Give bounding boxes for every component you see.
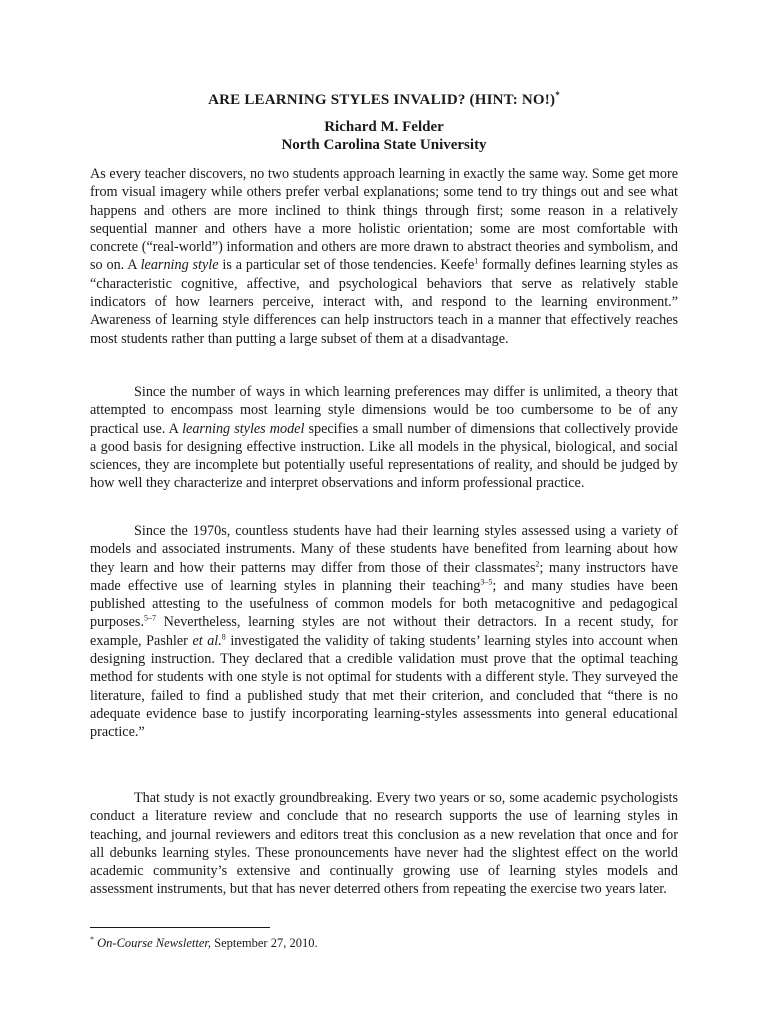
- p1-text-b: is a particular set of those tendencies. Keefe: [218, 257, 475, 274]
- footnote-mark: *: [90, 935, 94, 944]
- paragraph-3: [90, 522, 678, 742]
- p3-text-b: ; many instructors have made effective use of learning styles in planning their teaching: [90, 559, 678, 594]
- author-affiliation: North Carolina State University: [281, 137, 487, 153]
- paragraph-1: [90, 165, 678, 348]
- p2-text-a: Since the number of ways in which learning preferences may differ is unlimited, a theory that attempted to encompass most learning style dimensions would be too cumbersome to be of any practical use. A: [90, 384, 678, 437]
- title-footnote-mark: *: [555, 90, 560, 100]
- p3-text-d: Nevertheless, learning styles are not without their detractors. In a recent study, for example, Pashler: [90, 614, 678, 649]
- footnote-date: September 27, 2010.: [211, 936, 318, 951]
- p3-citation-8: 8: [221, 632, 226, 642]
- p1-text-c: formally defines learning styles as “characteristic cognitive, affective, and psychological behaviors that serve as relatively stable indicators of how learners perceive, interact with, and respond to the learning environment.” Awareness of learning style differences can help instructors teach in a manner that effectively reaches most students rather than putting a large subset of them at a disadvantage.: [90, 257, 679, 347]
- footnote: [90, 935, 318, 951]
- p1-citation-1: 1: [474, 256, 479, 266]
- page-title: [0, 90, 768, 109]
- footnote-source: On-Course Newsletter,: [97, 936, 212, 951]
- p3-text-a: Since the 1970s, countless students have had their learning styles assessed using a variety of models and associated instruments. Many of these students have benefited from learning about how they learn and how their patterns may differ from those of their classmates: [90, 523, 678, 576]
- p3-text-e: investigated the validity of taking students’ learning styles into account when designing instruction. They declared that a credible validation must prove that the optimal teaching method for students with one style is not optimal for students with a different style. They surveyed the literature, failed to find a published study that met their criterion, and concluded that “there is no adequate evidence base to justify incorporating learning-styles assessments into general educational practice.”: [90, 632, 679, 741]
- p2-term-learning-styles-model: learning styles model: [182, 420, 305, 437]
- p1-text-a: As every teacher discovers, no two students approach learning in exactly the same way. Some get more from visual imagery while others prefer verbal explanations; some tend to try things out and see what happens and others are more inclined to think things through first; some reason in a relatively sequential manner and others have a more holistic orientation; some are most comfortable with concrete (“real-world”) information and others are more drawn to abstract theories and symbolism, and so on. A: [90, 166, 678, 274]
- p3-citation-3-5: 3–5: [480, 577, 493, 587]
- p2-text-b: specifies a small number of dimensions that collectively provide a good basis for designing effective instruction. Like all models in the physical, biological, and social sciences, they are incomplete but potentially useful representations of reality, and should be judged by how well they characterize and interpret observations and inform professional practice.: [90, 420, 678, 492]
- p3-citation-2: 2: [535, 558, 540, 568]
- paragraph-2: [90, 383, 678, 493]
- author-name: Richard M. Felder: [324, 119, 444, 135]
- p1-term-learning-style: learning style: [140, 257, 219, 274]
- footnote-divider: [90, 927, 270, 928]
- p3-et-al: et al.: [192, 632, 222, 649]
- title-text: ARE LEARNING STYLES INVALID? (HINT: NO!): [208, 92, 556, 108]
- p3-citation-5-7: 5–7: [144, 613, 156, 623]
- p3-text-c: ; and many studies have been published attesting to the usefulness of common models for both metacognitive and pedagogical purposes.: [90, 577, 678, 631]
- paragraph-4: That study is not exactly groundbreaking. Every two years or so, some academic psychologists conduct a literature review and conclude that no research supports the use of learning styles in teaching, and journal reviewers and editors treat this conclusion as a new revelation that once and for all debunks learning styles. These pronouncements have never had the slightest effect on the world academic community’s extensive and continually growing use of learning styles models and assessment instruments, but that has never deterred others from repeating the exercise two years later.: [90, 790, 678, 898]
